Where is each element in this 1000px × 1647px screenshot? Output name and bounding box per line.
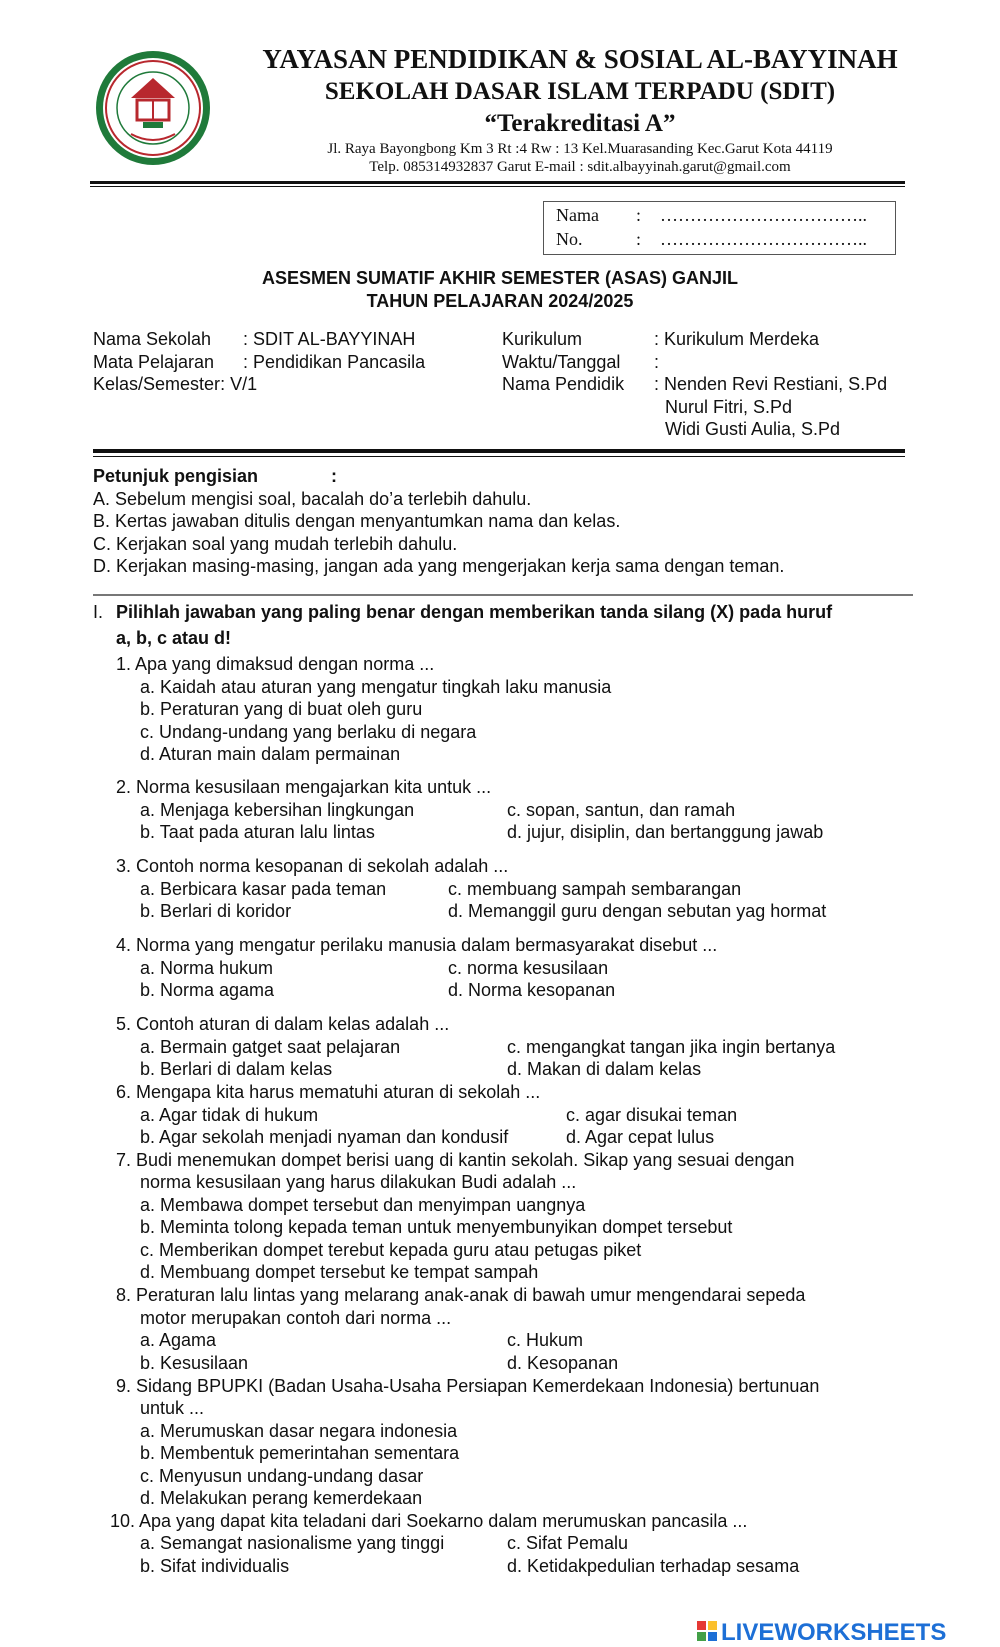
exam-title: ASESMEN SUMATIF AKHIR SEMESTER (ASAS) GANJIL (261, 268, 739, 288)
school-name: SEKOLAH DASAR ISLAM TERPADU (SDIT) (324, 78, 836, 105)
question-8-cont: motor merupakan contoh dari norma ... (140, 1308, 452, 1328)
header-rule (90, 181, 905, 184)
petunjuk-item: D. Kerjakan masing-masing, jangan ada yang mengerjakan kerja sama dengan teman. (93, 556, 785, 576)
question-2: 2. Norma kesusilaan mengajarkan kita untuk ... (116, 777, 492, 797)
option-3a[interactable]: a. Berbicara kasar pada teman (140, 879, 387, 899)
info-rule-thin (93, 456, 905, 457)
petunjuk-heading: Petunjuk pengisian : (93, 466, 337, 486)
petunjuk-item: C. Kerjakan soal yang mudah terlebih dahulu. (93, 534, 458, 554)
question-3: 3. Contoh norma kesopanan di sekolah adalah ... (116, 856, 509, 876)
info-kurikulum: Kurikulum : Kurikulum Merdeka (502, 329, 820, 349)
section-number: I. (93, 602, 104, 622)
header-rule-thin (90, 186, 905, 187)
accreditation: “Terakreditasi A” (484, 110, 676, 137)
option-1a[interactable]: a. Kaidah atau aturan yang mengatur tingkah laku manusia (140, 677, 612, 697)
option-5d[interactable]: d. Makan di dalam kelas (507, 1059, 702, 1079)
option-1b[interactable]: b. Peraturan yang di buat oleh guru (140, 699, 423, 719)
info-pendidik-3: Widi Gusti Aulia, S.Pd (665, 419, 841, 439)
info-waktu: Waktu/Tanggal : (502, 352, 660, 372)
option-7c[interactable]: c. Memberikan dompet terebut kepada guru atau petugas piket (140, 1240, 642, 1260)
option-6d[interactable]: d. Agar cepat lulus (566, 1127, 715, 1147)
info-kelas: Kelas/Semester: V/1 (93, 374, 258, 394)
option-7a[interactable]: a. Membawa dompet tersebut dan menyimpan uangnya (140, 1195, 586, 1215)
question-1: 1. Apa yang dimaksud dengan norma ... (116, 654, 435, 674)
option-4b[interactable]: b. Norma agama (140, 980, 275, 1000)
question-7-cont: norma kesusilaan yang harus dilakukan Budi adalah ... (140, 1172, 577, 1192)
no-blank[interactable]: …………………………….. (660, 229, 867, 249)
option-5b[interactable]: b. Berlari di dalam kelas (140, 1059, 333, 1079)
option-1c[interactable]: c. Undang-undang yang berlaku di negara (140, 722, 477, 742)
option-10a[interactable]: a. Semangat nasionalisme yang tinggi (140, 1533, 445, 1553)
option-8a[interactable]: a. Agama (140, 1330, 217, 1350)
option-9c[interactable]: c. Menyusun undang-undang dasar (140, 1466, 424, 1486)
option-7d[interactable]: d. Membuang dompet tersebut ke tempat sampah (140, 1262, 539, 1282)
question-6: 6. Mengapa kita harus mematuhi aturan di sekolah ... (116, 1082, 541, 1102)
option-2c[interactable]: c. sopan, santun, dan ramah (507, 800, 736, 820)
option-4c[interactable]: c. norma kesusilaan (448, 958, 609, 978)
petunjuk-item: B. Kertas jawaban ditulis dengan menyantumkan nama dan kelas. (93, 511, 621, 531)
name-box: Nama : …………………………….. No. : …………………………….. (543, 201, 896, 255)
question-5: 5. Contoh aturan di dalam kelas adalah ... (116, 1014, 450, 1034)
option-5c[interactable]: c. mengangkat tangan jika ingin bertanya (507, 1037, 836, 1057)
option-4d[interactable]: d. Norma kesopanan (448, 980, 616, 1000)
option-8b[interactable]: b. Kesusilaan (140, 1353, 249, 1373)
option-3d[interactable]: d. Memanggil guru dengan sebutan yag hormat (448, 901, 827, 921)
option-2d[interactable]: d. jujur, disiplin, dan bertanggung jawab (507, 822, 824, 842)
option-2a[interactable]: a. Menjaga kebersihan lingkungan (140, 800, 415, 820)
info-pendidik: Nama Pendidik : Nenden Revi Restiani, S.Pd (502, 374, 888, 394)
question-4: 4. Norma yang mengatur perilaku manusia dalam bermasyarakat disebut ... (116, 935, 718, 955)
info-mapel: Mata Pelajaran : Pendidikan Pancasila (93, 352, 426, 372)
school-address: Jl. Raya Bayongbong Km 3 Rt :4 Rw : 13 Kel.Muarasanding Kec.Garut Kota 44119 (327, 141, 833, 157)
petunjuk-item: A. Sebelum mengisi soal, bacalah do’a terlebih dahulu. (93, 489, 532, 509)
question-8: 8. Peraturan lalu lintas yang melarang anak-anak di bawah umur mengendarai sepeda (116, 1285, 806, 1305)
option-3c[interactable]: c. membuang sampah sembarangan (448, 879, 742, 899)
option-1d[interactable]: d. Aturan main dalam permainan (140, 744, 401, 764)
option-9b[interactable]: b. Membentuk pemerintahan sementara (140, 1443, 460, 1463)
option-7b[interactable]: b. Meminta tolong kepada teman untuk menyembunyikan dompet tersebut (140, 1217, 733, 1237)
question-9: 9. Sidang BPUPKI (Badan Usaha-Usaha Persiapan Kemerdekaan Indonesia) bertunuan (116, 1376, 820, 1396)
option-4a[interactable]: a. Norma hukum (140, 958, 274, 978)
nama-label: Nama (556, 205, 599, 225)
nama-blank[interactable]: …………………………….. (660, 205, 867, 225)
option-10c[interactable]: c. Sifat Pemalu (507, 1533, 629, 1553)
no-label: No. (556, 229, 583, 249)
question-9-cont: untuk ... (140, 1398, 205, 1418)
section-instruction: Pilihlah jawaban yang paling benar dengan memberikan tanda silang (X) pada huruf (116, 602, 833, 622)
watermark-text: LIVEWORKSHEETS (721, 1619, 947, 1645)
section-instruction-2: a, b, c atau d! (116, 628, 232, 648)
option-10b[interactable]: b. Sifat individualis (140, 1556, 290, 1576)
exam-year: TAHUN PELAJARAN 2024/2025 (366, 291, 634, 311)
option-6a[interactable]: a. Agar tidak di hukum (140, 1105, 319, 1125)
option-9a[interactable]: a. Merumuskan dasar negara indonesia (140, 1421, 458, 1441)
option-3b[interactable]: b. Berlari di koridor (140, 901, 292, 921)
option-6c[interactable]: c. agar disukai teman (566, 1105, 738, 1125)
question-7: 7. Budi menemukan dompet berisi uang di kantin sekolah. Sikap yang sesuai dengan (116, 1150, 795, 1170)
option-9d[interactable]: d. Melakukan perang kemerdekaan (140, 1488, 423, 1508)
info-pendidik-2: Nurul Fitri, S.Pd (665, 397, 793, 417)
option-8d[interactable]: d. Kesopanan (507, 1353, 619, 1373)
info-sekolah: Nama Sekolah : SDIT AL-BAYYINAH (93, 329, 416, 349)
option-8c[interactable]: c. Hukum (507, 1330, 584, 1350)
foundation-name: YAYASAN PENDIDIKAN & SOSIAL AL-BAYYINAH (262, 44, 898, 74)
option-6b[interactable]: b. Agar sekolah menjadi nyaman dan kondusif (140, 1127, 509, 1147)
liveworksheets-logo (695, 1617, 995, 1645)
school-logo (93, 48, 213, 168)
option-5a[interactable]: a. Bermain gatget saat pelajaran (140, 1037, 401, 1057)
option-10d[interactable]: d. Ketidakpedulian terhadap sesama (507, 1556, 800, 1576)
section-divider (93, 594, 913, 596)
option-2b[interactable]: b. Taat pada aturan lalu lintas (140, 822, 375, 842)
info-rule (93, 449, 905, 453)
school-contact: Telp. 085314932837 Garut E-mail : sdit.albayyinah.garut@gmail.com (369, 159, 791, 175)
question-10: 10. Apa yang dapat kita teladani dari Soekarno dalam merumuskan pancasila ... (110, 1511, 748, 1531)
